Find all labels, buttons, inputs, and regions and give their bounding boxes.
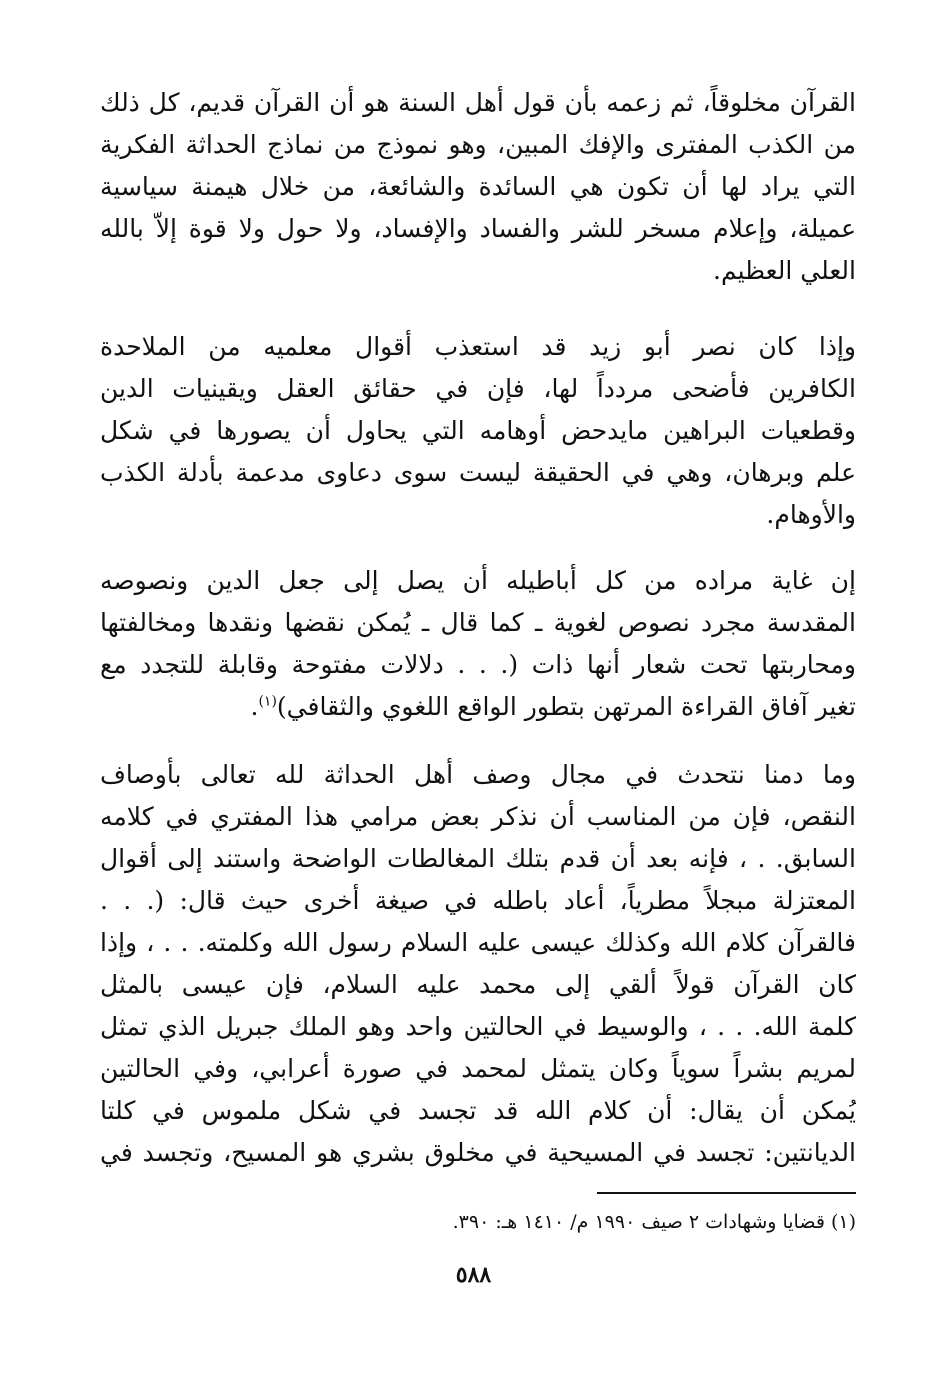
text-line: كان القرآن قولاً ألقي إلى محمد عليه السلام، فإن عيسى بالمثل (100, 970, 856, 999)
text-line: ومحاربتها تحت شعار أنها ذات (. . . دلالات مفتوحة وقابلة للتجدد مع (100, 650, 856, 679)
text-line: والأوهام. (766, 500, 856, 529)
text-line: الديانتين: تجسد في المسيحية في مخلوق بشري هو المسيح، وتجسد في (100, 1138, 856, 1167)
text-line: وإذا كان نصر أبو زيد قد استعذب أقوال معلميه من الملاحدة (100, 332, 856, 361)
text-line: إن غاية مراده من كل أباطيله أن يصل إلى جعل الدين ونصوصه (100, 566, 856, 595)
footnote-divider (597, 1192, 856, 1194)
footnote-reference[interactable]: (١) (258, 693, 277, 710)
text-line: التي يراد لها أن تكون هي السائدة والشائعة، من خلال هيمنة سياسية (100, 172, 856, 201)
paragraph-4 (100, 754, 856, 1174)
text-line: وقطعيات البراهين مايدحض أوهامه التي يحاول أن يصورها في شكل (100, 416, 856, 445)
page-number: ٥٨٨ (455, 1262, 492, 1288)
text-line: علم وبرهان، وهي في الحقيقة ليست سوى دعاوى مدعمة بأدلة الكذب (100, 458, 856, 487)
text-line: النقص، فإن من المناسب أن نذكر بعض مرامي هذا المفتري في كلامه (100, 802, 856, 831)
text-line: المعتزلة مبجلاً مطرياً، أعاد باطله في صيغة أخرى حيث قال: (. . . (100, 886, 856, 915)
text-line: القرآن مخلوقاً، ثم زعمه بأن قول أهل السنة هو أن القرآن قديم، كل ذلك (100, 88, 856, 117)
paragraph-3 (100, 560, 856, 728)
text-line-with-footnote (100, 686, 856, 728)
text-line: من الكذب المفترى والإفك المبين، وهو نموذج من نماذج الحداثة الفكرية (100, 130, 856, 159)
text-line: يُمكن أن يقال: أن كلام الله قد تجسد في شكل ملموس في كلتا (100, 1096, 856, 1125)
paragraph-2 (100, 326, 856, 536)
line-tail: . (250, 692, 259, 721)
text-line: وما دمنا نتحدث في مجال وصف أهل الحداثة لله تعالى بأوصاف (100, 760, 856, 789)
text-line: السابق. . ، فإنه بعد أن قدم بتلك المغالطات الواضحة واستند إلى أقوال (100, 844, 856, 873)
text-line: كلمة الله. . . ، والوسيط في الحالتين واحد وهو الملك جبريل الذي تمثل (100, 1012, 856, 1041)
text-line: المقدسة مجرد نصوص لغوية ـ كما قال ـ يُمكن نقضها ونقدها ومخالفتها (100, 608, 856, 637)
text-line: الكافرين فأضحى مردداً لها، فإن في حقائق العقل ويقينيات الدين (100, 374, 856, 403)
paragraph-1 (100, 82, 856, 292)
text-line: العلي العظيم. (713, 256, 856, 285)
text-line: تغير آفاق القراءة المرتهن بتطور الواقع اللغوي والثقافي) (276, 692, 856, 721)
text-line: عميلة، وإعلام مسخر للشر والفساد والإفساد، ولا حول ولا قوة إلاّ بالله (100, 214, 856, 243)
text-line: لمريم بشراً سوياً وكان يتمثل لمحمد في صورة أعرابي، وفي الحالتين (100, 1054, 856, 1083)
text-line: فالقرآن كلام الله وكذلك عيسى عليه السلام رسول الله وكلمته. . . ، وإذا (100, 928, 856, 957)
footnote: (١) قضايا وشهادات ٢ صيف ١٩٩٠ م/ ١٤١٠ هـ: ٣٩٠. (452, 1211, 856, 1233)
